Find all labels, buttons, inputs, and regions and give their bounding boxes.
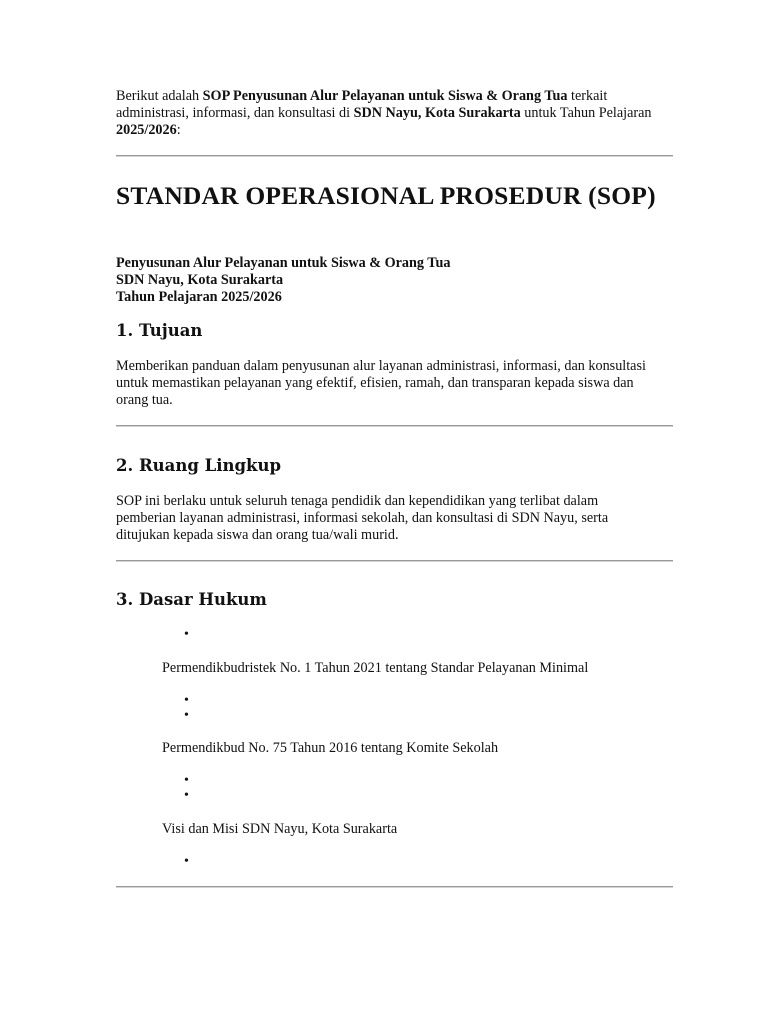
list-item: Permendikbudristek No. 1 Tahun 2021 tentang Standar Pelayanan Minimal [162,660,589,676]
section-heading-dasar-hukum: 3. Dasar Hukum [116,590,267,609]
divider [116,425,673,427]
intro-text: untuk Tahun Pelajaran [520,105,652,121]
list-item: Visi dan Misi SDN Nayu, Kota Surakarta [162,821,398,837]
intro-sop-name: SOP Penyusunan Alur Pelayanan untuk Siswa & Orang Tua [202,88,568,104]
intro-text: Berikut adalah [116,88,203,104]
document-title: STANDAR OPERASIONAL PROSEDUR (SOP) [116,181,656,210]
intro-text: terkait administrasi, informasi, dan konsultasi di [116,88,608,121]
document-subtitle [116,255,450,306]
section-text-tujuan: Memberikan panduan dalam penyusunan alur layanan administrasi, informasi, dan konsultasi untuk memastikan pelayanan yang efektif, efisien, ramah, dan transparan kepada siswa dan orang tua. [116,358,646,408]
intro-year: 2025/2026 [116,122,177,138]
divider [116,560,673,562]
section-heading-ruang-lingkup: 2. Ruang Lingkup [116,456,282,475]
intro-paragraph [116,88,673,139]
list-bullet: • [184,773,189,788]
subtitle-line: Tahun Pelajaran 2025/2026 [116,289,282,305]
intro-text: : [176,122,181,138]
subtitle-line: Penyusunan Alur Pelayanan untuk Siswa & Orang Tua [116,255,451,271]
list-bullet: • [184,627,189,642]
list-bullet: • [184,854,189,869]
section-heading-tujuan: 1. Tujuan [116,321,203,340]
subtitle-line: SDN Nayu, Kota Surakarta [116,272,284,288]
list-item: Permendikbud No. 75 Tahun 2016 tentang Komite Sekolah [162,740,499,756]
intro-school-name: SDN Nayu, Kota Surakarta [353,105,521,121]
list-bullet: • [184,708,189,723]
section-text-ruang-lingkup: SOP ini berlaku untuk seluruh tenaga pendidik dan kependidikan yang terlibat dalam pemberian layanan administrasi, informasi sekolah, dan konsultasi di SDN Nayu, serta ditujukan kepada siswa dan orang tua/wali murid. [116,493,609,543]
list-bullet: • [184,693,189,708]
divider [116,155,673,157]
list-bullet: • [184,788,189,803]
divider [116,886,673,888]
